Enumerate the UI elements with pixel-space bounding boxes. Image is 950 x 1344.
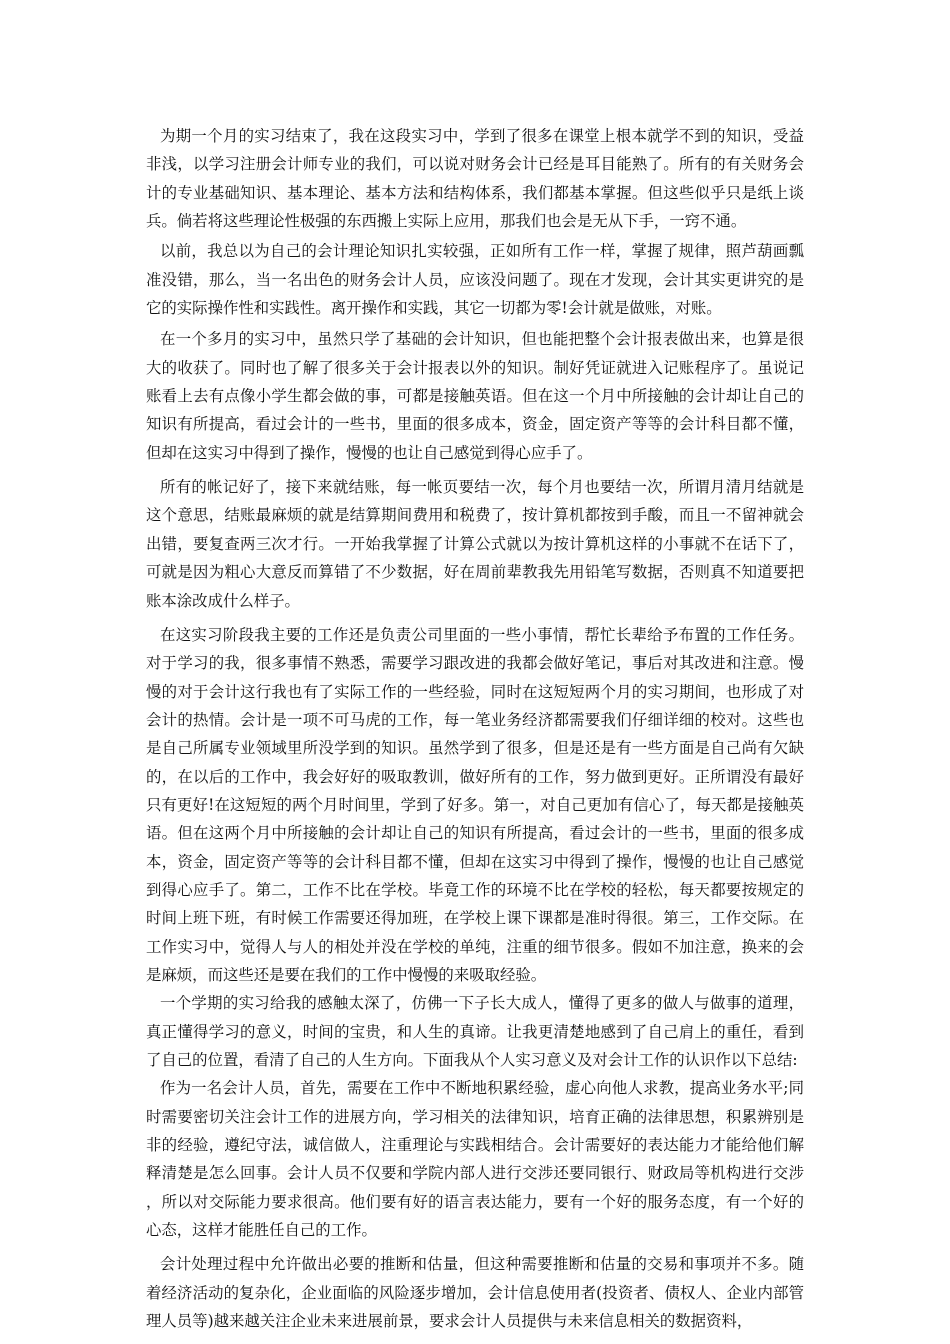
paragraph: 作为一名会计人员，首先，需要在工作中不断地积累经验，虚心向他人求教，提高业务水平;同时需要密切关注会计工作的进展方向，学习相关的法律知识，培育正确的法律思想，积累辨别是非的经验，遵纪守法，诚信做人，注重理论与实践相结合。会计需要好的表达能力才能给他们解释清楚是怎么回事。会计人员不仅要和学院内部人进行交涉还要同银行、财政局等机构进行交涉，所以对交际能力要求很高。他们要有好的语言表达能力，要有一个好的服务态度，有一个好的心态，这样才能胜任自己的工作。 [146, 1079, 804, 1240]
paragraph: 在一个多月的实习中，虽然只学了基础的会计知识，但也能把整个会计报表做出来，也算是很大的收获了。同时也了解了很多关于会计报表以外的知识。制好凭证就进入记账程序了。虽说记账看上去有点像小学生都会做的事，可都是接触英语。但在这一个月中所接触的会计却让自己的知识有所提高，看过会计的一些书，里面的很多成本，资金，固定资产等等的会计科目都不懂，但却在这实习中得到了操作，慢慢的也让自己感觉到得心应手了。 [146, 330, 804, 462]
paragraph: 会计处理过程中允许做出必要的推断和估量，但这种需要推断和估量的交易和事项并不多。随着经济活动的复杂化，企业面临的风险逐步增加，会计信息使用者(投资者、债权人、企业内部管理人员等)越来越关注企业未来进展前景，要求会计人员提供与未来信息相关的数据资料， [146, 1255, 804, 1331]
paragraph: 一个学期的实习给我的感触太深了，仿佛一下子长大成人，懂得了更多的做人与做事的道理，真正懂得学习的意义，时间的宝贵，和人生的真谛。让我更清楚地感到了自己肩上的重任，看到了自己的位置，看清了自己的人生方向。下面我从个人实习意义及对会计工作的认识作以下总结: [146, 994, 804, 1069]
paragraph: 为期一个月的实习结束了，我在这段实习中，学到了很多在课堂上根本就学不到的知识，受益非浅，以学习注册会计师专业的我们，可以说对财务会计已经是耳目能熟了。所有的有关财务会计的专业基础知识、基本理论、基本方法和结构体系，我们都基本掌握。但这些似乎只是纸上谈兵。倘若将这些理论性极强的东西搬上实际上应用，那我们也会是无从下手，一窍不通。 [146, 127, 804, 231]
paragraph: 所有的帐记好了，接下来就结账，每一帐页要结一次，每个月也要结一次，所谓月清月结就是这个意思，结账最麻烦的就是结算期间费用和税费了，按计算机都按到手酸，而且一不留神就会出错，要复查两三次才行。一开始我掌握了计算公式就以为按计算机这样的小事就不在话下了，可就是因为粗心大意反而算错了不少数据，好在周前辈教我先用铅笔写数据，否则真不知道要把账本涂改成什么样子。 [146, 478, 804, 610]
paragraph: 在这实习阶段我主要的工作还是负责公司里面的一些小事情，帮忙长辈给予布置的工作任务。对于学习的我，很多事情不熟悉，需要学习跟改进的我都会做好笔记，事后对其改进和注意。慢慢的对于会计这行我也有了实际工作的一些经验，同时在这短短两个月的实习期间，也形成了对会计的热情。会计是一项不可马虎的工作，每一笔业务经济都需要我们仔细详细的校对。这些也是自己所属专业领域里所没学到的知识。虽然学到了很多，但是还是有一些方面是自己尚有欠缺的，在以后的工作中，我会好好的吸取教训，做好所有的工作，努力做到更好。正所谓没有最好只有更好!在这短短的两个月时间里，学到了好多。第一，对自己更加有信心了，每天都是接触英语。但在这两个月中所接触的会计却让自己的知识有所提高，看过会计的一些书，里面的很多成本，资金，固定资产等等的会计科目都不懂，但却在这实习中得到了操作，慢慢的也让自己感觉到得心应手了。第二，工作不比在学校。毕竟工作的环境不比在学校的轻松，每天都要按规定的时间上班下班，有时候工作需要还得加班，在学校上课下课都是准时得很。第三，工作交际。在工作实习中，觉得人与人的相处并没在学校的单纯，注重的细节很多。假如不加注意，换来的会是麻烦，而这些还是要在我们的工作中慢慢的来吸取经验。 [146, 625, 804, 984]
document-body [146, 122, 804, 1335]
paragraph: 以前，我总以为自己的会计理论知识扎实较强，正如所有工作一样，掌握了规律，照芦葫画瓢准没错，那么，当一名出色的财务会计人员，应该没问题了。现在才发现，会计其实更讲究的是它的实际操作性和实践性。离开操作和实践，其它一切都为零!会计就是做账，对账。 [146, 242, 804, 318]
